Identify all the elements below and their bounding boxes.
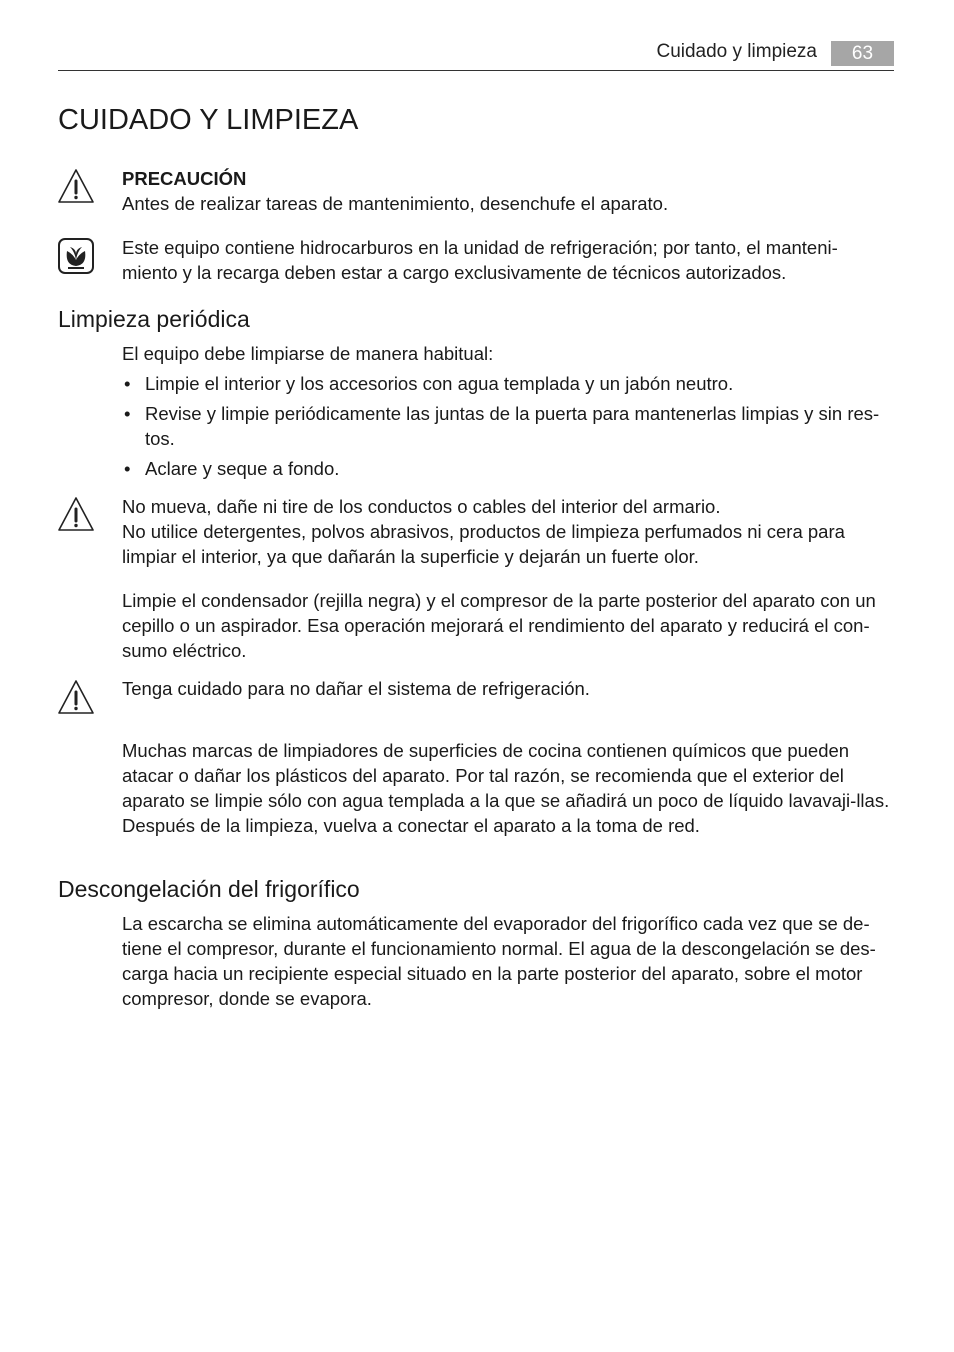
caution-label: PRECAUCIÓN <box>122 168 247 189</box>
warning-block-refrigeration <box>122 676 894 701</box>
page-number: 63 <box>831 41 894 66</box>
section-heading-defrosting: Descongelación del frigorífico <box>58 876 360 902</box>
environment-icon <box>57 238 95 274</box>
environment-note <box>122 235 894 285</box>
condenser-paragraph <box>122 588 894 663</box>
defrosting-paragraph <box>122 911 894 1011</box>
list-item: • Aclare y seque a fondo. <box>122 456 894 481</box>
periodic-cleaning-body <box>122 341 894 486</box>
defrosting-text: La escarcha se elimina automáticamente del evaporador del frigorífico cada vez que se de-tiene el compresor, durante el funcionamiento normal. El agua de la descongelación se des-carga hacia un recipiente especial situado en la parte posterior del aparato, sobre el motor compresor, donde se evapora. <box>122 913 876 1009</box>
warning-triangle-icon <box>57 496 95 532</box>
section-heading-periodic-cleaning: Limpieza periódica <box>58 306 250 332</box>
page-title: CUIDADO Y LIMPIEZA <box>58 104 359 136</box>
chemicals-text: Muchas marcas de limpiadores de superficies de cocina contienen químicos que pueden atacar o dañar los plásticos del aparato. Por tal razón, se recomienda que el exterior del aparato se limpie sólo con agua templada a la que se añadirá un poco de líquido lavavaji-llas. <box>122 740 890 811</box>
warning-refrigeration-text: Tenga cuidado para no dañar el sistema de refrigeración. <box>122 678 590 699</box>
environment-note-line1: Este equipo contiene hidrocarburos en la unidad de refrigeración; por tanto, el manteni- <box>122 237 838 258</box>
caution-text: Antes de realizar tareas de mantenimiento, desenchufe el aparato. <box>122 193 669 214</box>
list-item: • Limpie el interior y los accesorios con agua templada y un jabón neutro. <box>122 371 894 396</box>
condenser-text: Limpie el condensador (rejilla negra) y el compresor de la parte posterior del aparato con un cepillo o un aspirador. Esa operación mejorará el rendimiento del aparato y reducirá el con-sumo eléctrico. <box>122 590 876 661</box>
periodic-cleaning-intro: El equipo debe limpiarse de manera habitual: <box>122 343 494 364</box>
warning-block-cables <box>122 494 894 569</box>
chemicals-paragraph <box>122 738 894 838</box>
warning-cables-line2: No utilice detergentes, polvos abrasivos, productos de limpieza perfumados ni cera para limpiar el interior, ya que dañarán la superficie y dejarán un fuerte olor. <box>122 521 845 567</box>
header-rule <box>58 70 894 71</box>
reconnect-text: Después de la limpieza, vuelva a conectar el aparato a la toma de red. <box>122 815 700 836</box>
warning-cables-line1: No mueva, dañe ni tire de los conductos o cables del interior del armario. <box>122 496 721 517</box>
list-item: • Revise y limpie periódicamente las juntas de la puerta para mantenerlas limpias y sin res-tos. <box>122 401 894 451</box>
cleaning-steps-list <box>122 371 894 481</box>
running-header: Cuidado y limpieza <box>656 41 817 62</box>
caution-block <box>122 166 894 216</box>
warning-triangle-icon <box>57 679 95 715</box>
environment-note-line2: miento y la recarga deben estar a cargo exclusivamente de técnicos autorizados. <box>122 262 787 283</box>
warning-triangle-icon <box>57 168 95 204</box>
